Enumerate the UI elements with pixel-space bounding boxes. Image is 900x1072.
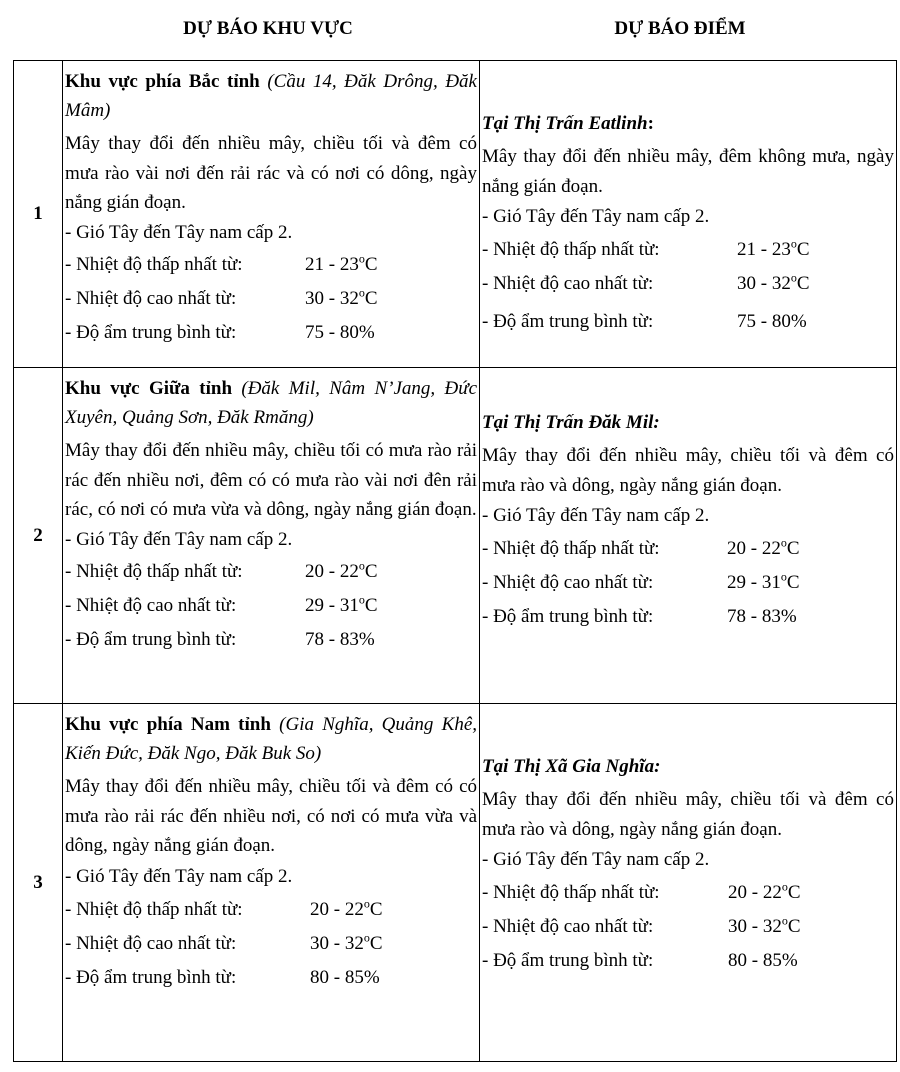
min-temp-value: 21 - 23 bbox=[305, 253, 359, 275]
humidity-value: 78 - 83% bbox=[727, 606, 797, 627]
min-temp-label: - Nhiệt độ thấp nhất từ: bbox=[482, 882, 660, 903]
max-temp-line bbox=[482, 566, 894, 600]
humidity-label: - Độ ẩm trung bình từ: bbox=[65, 628, 237, 650]
region-title bbox=[65, 710, 477, 768]
min-temp-line bbox=[482, 233, 894, 267]
table-row bbox=[14, 368, 897, 704]
max-temp-value: 30 - 32 bbox=[310, 932, 364, 954]
humidity-value: 75 - 80% bbox=[305, 321, 375, 343]
degree-letter: C bbox=[786, 538, 800, 559]
point-description: Mây thay đổi đến nhiều mây, chiều tối và đêm có mưa rào và dông, ngày nắng gián đoạn. bbox=[482, 789, 894, 840]
region-title bbox=[65, 374, 477, 432]
max-temp-value: 29 - 31 bbox=[305, 594, 359, 616]
degree-letter: C bbox=[364, 594, 378, 616]
region-description: Mây thay đổi đến nhiều mây, chiều tối và đêm có có mưa rào rải rác đến nhiều nơi, có nơi có mưa vừa và dông, ngày nắng gián đoạn. bbox=[65, 776, 477, 856]
min-temp-value: 21 - 23 bbox=[737, 239, 791, 260]
region-name: Khu vực phía Bắc tỉnh bbox=[65, 71, 260, 92]
degree-letter: C bbox=[787, 916, 801, 937]
min-temp-value: 20 - 22 bbox=[305, 560, 359, 582]
min-temp-label: - Nhiệt độ thấp nhất từ: bbox=[65, 560, 243, 582]
humidity-line bbox=[65, 623, 477, 657]
degree-sup: o bbox=[358, 558, 365, 573]
wind-line: - Gió Tây đến Tây nam cấp 2. bbox=[65, 528, 293, 550]
point-title bbox=[482, 109, 894, 138]
region-description: Mây thay đổi đến nhiều mây, chiều tối có mưa rào rải rác đến nhiều nơi, đêm có có mưa rào vài nơi đên rải rác, có nơi có mưa vừa và dông, ngày nắng gián đoạn. bbox=[65, 440, 477, 520]
wind-line: - Gió Tây đến Tây nam cấp 2. bbox=[65, 221, 293, 243]
max-temp-value: 30 - 32 bbox=[305, 287, 359, 309]
max-temp-value: 30 - 32 bbox=[737, 273, 791, 294]
min-temp-value: 20 - 22 bbox=[727, 538, 781, 559]
point-description: Mây thay đổi đến nhiều mây, đêm không mưa, ngày nắng gián đoạn. bbox=[482, 146, 894, 197]
min-temp-line bbox=[65, 555, 477, 589]
point-title-colon: : bbox=[647, 113, 654, 134]
min-temp-label: - Nhiệt độ thấp nhất từ: bbox=[482, 239, 660, 260]
degree-sup: o bbox=[781, 913, 788, 928]
region-cell bbox=[63, 61, 480, 368]
point-cell bbox=[480, 61, 897, 368]
max-temp-value: 30 - 32 bbox=[728, 916, 782, 937]
point-name: Tại Thị Trấn Đăk Mil: bbox=[482, 412, 660, 433]
region-title bbox=[65, 67, 477, 125]
max-temp-line bbox=[482, 267, 894, 301]
table-row bbox=[14, 61, 897, 368]
row-number: 2 bbox=[14, 368, 63, 704]
humidity-line bbox=[482, 305, 894, 339]
max-temp-label: - Nhiệt độ cao nhất từ: bbox=[482, 572, 654, 593]
wind-line: - Gió Tây đến Tây nam cấp 2. bbox=[65, 865, 293, 887]
min-temp-label: - Nhiệt độ thấp nhất từ: bbox=[482, 538, 660, 559]
degree-sup: o bbox=[790, 236, 797, 251]
degree-letter: C bbox=[364, 287, 378, 309]
point-description: Mây thay đổi đến nhiều mây, chiều tối và đêm có mưa rào và dông, ngày nắng gián đoạn. bbox=[482, 445, 894, 496]
max-temp-line bbox=[482, 910, 894, 944]
max-temp-line bbox=[65, 589, 477, 623]
region-name: Khu vực Giữa tỉnh bbox=[65, 378, 233, 399]
degree-sup: o bbox=[780, 535, 787, 550]
region-name: Khu vực phía Nam tỉnh bbox=[65, 714, 271, 735]
humidity-label: - Độ ẩm trung bình từ: bbox=[482, 950, 654, 971]
region-cell bbox=[63, 368, 480, 704]
region-places: (Cầu 14, Đăk Drông, Đăk Mâm) bbox=[65, 71, 477, 121]
min-temp-line bbox=[482, 876, 894, 910]
humidity-value: 75 - 80% bbox=[737, 311, 807, 332]
point-cell bbox=[480, 368, 897, 704]
degree-sup: o bbox=[358, 251, 365, 266]
region-cell bbox=[63, 704, 480, 1062]
point-name: Tại Thị Xã Gia Nghĩa: bbox=[482, 756, 661, 777]
degree-letter: C bbox=[796, 239, 810, 260]
max-temp-label: - Nhiệt độ cao nhất từ: bbox=[65, 932, 237, 954]
degree-sup: o bbox=[363, 896, 370, 911]
max-temp-label: - Nhiệt độ cao nhất từ: bbox=[482, 916, 654, 937]
humidity-line bbox=[482, 600, 894, 634]
degree-sup: o bbox=[781, 879, 788, 894]
wind-line: - Gió Tây đến Tây nam cấp 2. bbox=[482, 849, 710, 870]
table-row bbox=[14, 704, 897, 1062]
row-number: 3 bbox=[14, 704, 63, 1062]
max-temp-label: - Nhiệt độ cao nhất từ: bbox=[65, 287, 237, 309]
point-forecast-header: DỰ BÁO ĐIỂM bbox=[614, 18, 746, 39]
humidity-value: 80 - 85% bbox=[728, 950, 798, 971]
max-temp-line bbox=[65, 282, 477, 316]
max-temp-label: - Nhiệt độ cao nhất từ: bbox=[65, 594, 237, 616]
min-temp-line bbox=[482, 532, 894, 566]
degree-letter: C bbox=[364, 560, 378, 582]
min-temp-line bbox=[65, 248, 477, 282]
degree-sup: o bbox=[780, 569, 787, 584]
point-title bbox=[482, 752, 894, 781]
humidity-value: 80 - 85% bbox=[310, 966, 380, 988]
max-temp-label: - Nhiệt độ cao nhất từ: bbox=[482, 273, 654, 294]
row-number: 1 bbox=[14, 61, 63, 368]
min-temp-label: - Nhiệt độ thấp nhất từ: bbox=[65, 898, 243, 920]
degree-letter: C bbox=[369, 898, 383, 920]
humidity-label: - Độ ẩm trung bình từ: bbox=[65, 321, 237, 343]
humidity-line bbox=[482, 944, 894, 978]
degree-letter: C bbox=[796, 273, 810, 294]
wind-line: - Gió Tây đến Tây nam cấp 2. bbox=[482, 206, 710, 227]
degree-sup: o bbox=[790, 270, 797, 285]
point-title bbox=[482, 408, 894, 437]
point-cell bbox=[480, 704, 897, 1062]
wind-line: - Gió Tây đến Tây nam cấp 2. bbox=[482, 505, 710, 526]
max-temp-line bbox=[65, 927, 477, 961]
degree-sup: o bbox=[358, 592, 365, 607]
degree-letter: C bbox=[369, 932, 383, 954]
min-temp-line bbox=[65, 893, 477, 927]
humidity-value: 78 - 83% bbox=[305, 628, 375, 650]
degree-sup: o bbox=[358, 285, 365, 300]
max-temp-value: 29 - 31 bbox=[727, 572, 781, 593]
degree-letter: C bbox=[786, 572, 800, 593]
region-places: (Gia Nghĩa, Quảng Khê, Kiến Đức, Đăk Ngo, Đăk Buk So) bbox=[65, 714, 478, 764]
forecast-table bbox=[13, 60, 897, 1062]
degree-letter: C bbox=[787, 882, 801, 903]
region-description: Mây thay đổi đến nhiều mây, chiều tối và đêm có mưa rào vài nơi đến rải rác và có nơi có dông, ngày nắng gián đoạn. bbox=[65, 133, 477, 213]
region-places: (Đăk Mil, Nâm N’Jang, Đức Xuyên, Quảng Sơn, Đăk Rmăng) bbox=[65, 378, 477, 428]
min-temp-value: 20 - 22 bbox=[728, 882, 782, 903]
degree-letter: C bbox=[364, 253, 378, 275]
humidity-line bbox=[65, 961, 477, 995]
humidity-label: - Độ ẩm trung bình từ: bbox=[65, 966, 237, 988]
humidity-label: - Độ ẩm trung bình từ: bbox=[482, 606, 654, 627]
min-temp-label: - Nhiệt độ thấp nhất từ: bbox=[65, 253, 243, 275]
min-temp-value: 20 - 22 bbox=[310, 898, 364, 920]
point-name: Tại Thị Trấn Eatlinh bbox=[482, 113, 648, 134]
humidity-line bbox=[65, 316, 477, 350]
region-forecast-header: DỰ BÁO KHU VỰC bbox=[183, 18, 353, 39]
humidity-label: - Độ ẩm trung bình từ: bbox=[482, 311, 654, 332]
degree-sup: o bbox=[363, 930, 370, 945]
